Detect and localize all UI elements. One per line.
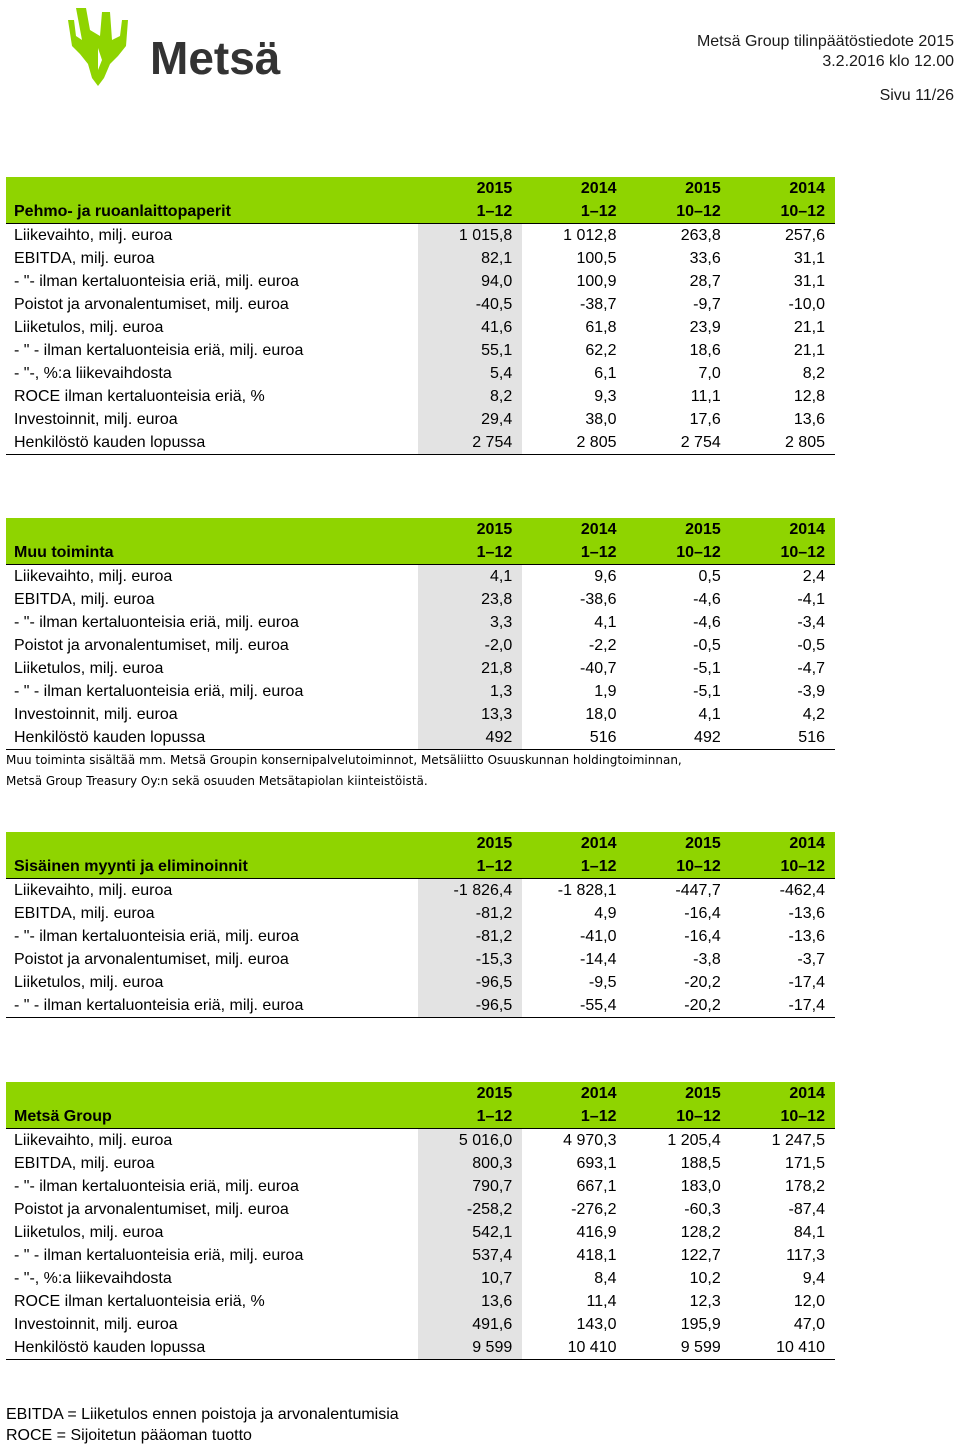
row-label: Investoinnit, milj. euroa: [14, 1316, 178, 1333]
cell-value: 23,8: [418, 588, 522, 611]
cell-value: -41,0: [580, 928, 617, 945]
cell-value: 18,0: [585, 706, 617, 723]
table-group: [6, 1082, 835, 1360]
header-row-years: [6, 177, 835, 200]
cell-value: 12,3: [689, 1293, 721, 1310]
cell-value: 2 754: [418, 431, 522, 455]
cell-value: -87,4: [788, 1201, 825, 1218]
year-header: 2014: [789, 835, 825, 852]
header-blank: [6, 518, 418, 541]
cell-value: 263,8: [680, 227, 721, 244]
row-label: - " - ilman kertaluonteisia eriä, milj. euroa: [6, 994, 418, 1018]
cell-value: -2,0: [418, 634, 522, 657]
row-label: - "- ilman kertaluonteisia eriä, milj. euroa: [14, 273, 299, 290]
table-row: [6, 948, 835, 971]
cell-value: 13,6: [418, 1290, 522, 1313]
period-header: 10–12: [731, 855, 835, 879]
row-label: Investoinnit, milj. euroa: [14, 706, 178, 723]
table-row: [6, 657, 835, 680]
table-row: [6, 726, 835, 750]
cell-value: 117,3: [786, 1247, 825, 1264]
cell-value: 21,1: [793, 319, 825, 336]
cell-value: 3,3: [418, 611, 522, 634]
table-pehmo: [6, 177, 835, 455]
cell-value: 29,4: [418, 408, 522, 431]
cell-value: -4,6: [693, 614, 721, 631]
row-label: Investoinnit, milj. euroa: [14, 411, 178, 428]
cell-value: 516: [731, 726, 835, 750]
logo-text: Metsä: [150, 32, 281, 84]
year-header: 2015: [476, 835, 513, 852]
cell-value: 10,7: [418, 1267, 522, 1290]
cell-value: -16,4: [684, 928, 721, 945]
cell-value: 1 205,4: [667, 1132, 721, 1149]
cell-value: -14,4: [580, 951, 617, 968]
year-header: 2015: [685, 835, 721, 852]
row-label: Poistot ja arvonalentumiset, milj. euroa: [14, 1201, 289, 1218]
row-label: Liiketulos, milj. euroa: [14, 660, 164, 677]
cell-value: 128,2: [680, 1224, 721, 1241]
table-row: [6, 1152, 835, 1175]
cell-value: -20,2: [684, 974, 721, 991]
page-number: Sivu 11/26: [879, 87, 954, 104]
cell-value: 693,1: [576, 1155, 617, 1172]
table-row: [6, 925, 835, 948]
cell-value: 4,1: [594, 614, 617, 631]
table-pehmo-section: [6, 177, 835, 455]
cell-value: 4,1: [418, 565, 522, 589]
table-row: [6, 224, 835, 248]
table-row: [6, 1244, 835, 1267]
cell-value: -13,6: [788, 905, 825, 922]
header-row-years: [6, 518, 835, 541]
cell-value: -462,4: [779, 882, 825, 899]
year-header: 2014: [789, 180, 825, 197]
period-header: 10–12: [627, 1105, 731, 1129]
cell-value: -1 826,4: [418, 879, 522, 903]
cell-value: 2,4: [802, 568, 825, 585]
table-title: Pehmo- ja ruoanlaittopaperit: [6, 200, 418, 224]
cell-value: -81,2: [418, 902, 522, 925]
cell-value: 537,4: [418, 1244, 522, 1267]
table-row: [6, 431, 835, 455]
cell-value: 12,0: [793, 1293, 825, 1310]
cell-value: 2 805: [731, 431, 835, 455]
year-header: 2015: [685, 521, 721, 538]
year-header: 2015: [476, 1085, 513, 1102]
cell-value: 542,1: [418, 1221, 522, 1244]
cell-value: 33,6: [689, 250, 721, 267]
cell-value: 800,3: [418, 1152, 522, 1175]
report-title: Metsä Group tilinpäätöstiedote 2015: [696, 33, 954, 50]
period-header: 10–12: [627, 200, 731, 224]
cell-value: 1,3: [418, 680, 522, 703]
year-header: 2014: [580, 521, 617, 538]
cell-value: 1 015,8: [418, 224, 522, 248]
metsa-logo: [64, 6, 294, 88]
cell-value: 38,0: [585, 411, 617, 428]
table-row: [6, 1198, 835, 1221]
row-label: Liikevaihto, milj. euroa: [14, 882, 173, 899]
header-row-periods: [6, 200, 835, 224]
cell-value: -40,7: [580, 660, 617, 677]
cell-value: 94,0: [418, 270, 522, 293]
year-header: 2014: [580, 180, 617, 197]
cell-value: 2 754: [627, 431, 731, 455]
footnotes: [6, 1404, 399, 1446]
cell-value: 171,5: [784, 1155, 825, 1172]
row-label: Poistot ja arvonalentumiset, milj. euroa: [14, 637, 289, 654]
cell-value: 667,1: [576, 1178, 617, 1195]
table-row: [6, 611, 835, 634]
cell-value: 8,2: [418, 385, 522, 408]
cell-value: 183,0: [680, 1178, 721, 1195]
row-label: Liikevaihto, milj. euroa: [14, 568, 173, 585]
header-blank: [6, 832, 418, 855]
period-header: 1–12: [418, 855, 522, 879]
cell-value: 9,6: [594, 568, 617, 585]
row-label: - "-, %:a liikevaihdosta: [14, 1270, 172, 1287]
table-title: Sisäinen myynti ja eliminoinnit: [6, 855, 418, 879]
period-header: 1–12: [522, 200, 626, 224]
cell-value: 5,4: [418, 362, 522, 385]
period-header: 10–12: [731, 1105, 835, 1129]
year-header: 2014: [580, 1085, 617, 1102]
table-row: [6, 703, 835, 726]
table-row: [6, 994, 835, 1018]
table-row: [6, 879, 835, 903]
cell-value: 790,7: [418, 1175, 522, 1198]
cell-value: 178,2: [784, 1178, 825, 1195]
row-label: EBITDA, milj. euroa: [14, 1155, 155, 1172]
row-label: - "- ilman kertaluonteisia eriä, milj. euroa: [14, 928, 299, 945]
row-label: - "- ilman kertaluonteisia eriä, milj. euroa: [14, 614, 299, 631]
cell-value: -60,3: [684, 1201, 721, 1218]
table-group-section: [6, 1082, 835, 1360]
cell-value: 4,2: [802, 706, 825, 723]
cell-value: 11,4: [586, 1293, 617, 1310]
cell-value: 8,2: [802, 365, 825, 382]
period-header: 10–12: [731, 200, 835, 224]
period-header: 1–12: [418, 200, 522, 224]
year-header: 2014: [580, 835, 617, 852]
year-header: 2015: [476, 521, 513, 538]
cell-value: 1,9: [594, 683, 617, 700]
cell-value: -9,5: [588, 974, 617, 991]
cell-value: -3,7: [797, 951, 825, 968]
year-header: 2014: [789, 1085, 825, 1102]
header-row-years: [6, 1082, 835, 1105]
row-label: Liikevaihto, milj. euroa: [14, 227, 173, 244]
table-title: Muu toiminta: [6, 541, 418, 565]
cell-value: -5,1: [693, 683, 721, 700]
row-label: Liiketulos, milj. euroa: [14, 1224, 164, 1241]
table-sisainen-section: [6, 832, 835, 1018]
cell-value: 62,2: [585, 342, 617, 359]
cell-value: -447,7: [675, 882, 721, 899]
cell-value: -3,4: [797, 614, 825, 631]
footnote-roce: ROCE = Sijoitetun pääoman tuotto: [6, 1427, 252, 1444]
cell-value: -4,1: [797, 591, 825, 608]
cell-value: -20,2: [627, 994, 731, 1018]
row-label: - " - ilman kertaluonteisia eriä, milj. euroa: [14, 683, 304, 700]
cell-value: 195,9: [680, 1316, 721, 1333]
cell-value: 10 410: [731, 1336, 835, 1360]
footnote-ebitda: EBITDA = Liiketulos ennen poistoja ja arvonalentumisia: [6, 1406, 399, 1423]
cell-value: 8,4: [594, 1270, 617, 1287]
period-header: 10–12: [731, 541, 835, 565]
header-row-periods: [6, 855, 835, 879]
cell-value: 1 012,8: [563, 227, 617, 244]
row-label: EBITDA, milj. euroa: [14, 250, 155, 267]
cell-value: 0,5: [698, 568, 721, 585]
period-header: 1–12: [418, 1105, 522, 1129]
cell-value: 13,3: [418, 703, 522, 726]
cell-value: -16,4: [684, 905, 721, 922]
period-header: 10–12: [627, 855, 731, 879]
cell-value: 10,2: [689, 1270, 721, 1287]
cell-value: -81,2: [418, 925, 522, 948]
table-row: [6, 339, 835, 362]
table-row: [6, 1336, 835, 1360]
year-header: 2015: [685, 1085, 721, 1102]
cell-value: 47,0: [793, 1316, 825, 1333]
cell-value: -258,2: [418, 1198, 522, 1221]
table-row: [6, 408, 835, 431]
cell-value: 17,6: [689, 411, 721, 428]
table-muu: [6, 518, 835, 750]
cell-value: 9 599: [627, 1336, 731, 1360]
muu-note: [6, 750, 682, 792]
cell-value: 82,1: [418, 247, 522, 270]
period-header: 1–12: [418, 541, 522, 565]
cell-value: -17,4: [731, 994, 835, 1018]
cell-value: 416,9: [576, 1224, 617, 1241]
cell-value: 9 599: [418, 1336, 522, 1360]
cell-value: 55,1: [418, 339, 522, 362]
table-row: [6, 1313, 835, 1336]
cell-value: -55,4: [522, 994, 626, 1018]
cell-value: 31,1: [793, 250, 825, 267]
cell-value: -10,0: [788, 296, 825, 313]
header-row-years: [6, 832, 835, 855]
row-label: ROCE ilman kertaluonteisia eriä, %: [14, 388, 265, 405]
table-row: [6, 362, 835, 385]
table-row: [6, 293, 835, 316]
table-row: [6, 1221, 835, 1244]
table-row: [6, 316, 835, 339]
cell-value: -96,5: [418, 971, 522, 994]
cell-value: 61,8: [585, 319, 617, 336]
antler-icon: [68, 8, 128, 86]
cell-value: 492: [627, 726, 731, 750]
cell-value: 9,3: [594, 388, 617, 405]
row-label: Liiketulos, milj. euroa: [14, 319, 164, 336]
cell-value: 21,8: [418, 657, 522, 680]
table-title: Metsä Group: [6, 1105, 418, 1129]
header-row-periods: [6, 1105, 835, 1129]
cell-value: 418,1: [576, 1247, 617, 1264]
cell-value: 5 016,0: [418, 1129, 522, 1153]
cell-value: -4,7: [797, 660, 825, 677]
row-label: - " - ilman kertaluonteisia eriä, milj. euroa: [14, 342, 304, 359]
table-row: [6, 385, 835, 408]
cell-value: 28,7: [689, 273, 721, 290]
cell-value: 143,0: [576, 1316, 617, 1333]
cell-value: 492: [418, 726, 522, 750]
cell-value: 21,1: [793, 342, 825, 359]
table-sisainen: [6, 832, 835, 1018]
cell-value: -5,1: [693, 660, 721, 677]
table-row: [6, 1267, 835, 1290]
table-row: [6, 1129, 835, 1153]
header-blank: [6, 1082, 418, 1105]
cell-value: -38,6: [580, 591, 617, 608]
period-header: 10–12: [627, 541, 731, 565]
row-label: Poistot ja arvonalentumiset, milj. euroa: [14, 951, 289, 968]
cell-value: 31,1: [793, 273, 825, 290]
row-label: Liiketulos, milj. euroa: [14, 974, 164, 991]
row-label: Henkilöstö kauden lopussa: [6, 1336, 418, 1360]
cell-value: -3,8: [693, 951, 721, 968]
cell-value: 11,1: [690, 388, 721, 405]
cell-value: 491,6: [418, 1313, 522, 1336]
cell-value: 100,9: [576, 273, 617, 290]
cell-value: 7,0: [698, 365, 721, 382]
cell-value: -4,6: [693, 591, 721, 608]
cell-value: 4,9: [594, 905, 617, 922]
year-header: 2015: [685, 180, 721, 197]
row-label: ROCE ilman kertaluonteisia eriä, %: [14, 1293, 265, 1310]
cell-value: -3,9: [797, 683, 825, 700]
cell-value: -2,2: [588, 637, 617, 654]
table-muu-section: [6, 518, 835, 750]
table-row: [6, 247, 835, 270]
cell-value: -276,2: [571, 1201, 617, 1218]
cell-value: 10 410: [522, 1336, 626, 1360]
table-row: [6, 680, 835, 703]
cell-value: -9,7: [693, 296, 721, 313]
period-header: 1–12: [522, 1105, 626, 1129]
table-row: [6, 270, 835, 293]
row-label: - "-, %:a liikevaihdosta: [14, 365, 172, 382]
cell-value: 257,6: [784, 227, 825, 244]
period-header: 1–12: [522, 541, 626, 565]
cell-value: 23,9: [689, 319, 721, 336]
cell-value: 2 805: [522, 431, 626, 455]
cell-value: -0,5: [797, 637, 825, 654]
row-label: Henkilöstö kauden lopussa: [6, 431, 418, 455]
cell-value: 9,4: [802, 1270, 825, 1287]
header-row-periods: [6, 541, 835, 565]
muu-note-line1: Muu toiminta sisältää mm. Metsä Groupin konsernipalvelutoiminnot, Metsäliitto Osuuskunnan holdingtoiminnan,: [6, 753, 682, 767]
cell-value: -1 828,1: [557, 882, 617, 899]
table-row: [6, 565, 835, 589]
cell-value: 18,6: [689, 342, 721, 359]
row-label: EBITDA, milj. euroa: [14, 591, 155, 608]
cell-value: 100,5: [576, 250, 617, 267]
cell-value: -96,5: [418, 994, 522, 1018]
row-label: Liikevaihto, milj. euroa: [14, 1132, 173, 1149]
year-header: 2015: [476, 180, 513, 197]
table-row: [6, 588, 835, 611]
period-header: 1–12: [522, 855, 626, 879]
cell-value: 12,8: [793, 388, 825, 405]
table-row: [6, 1290, 835, 1313]
row-label: - "- ilman kertaluonteisia eriä, milj. euroa: [14, 1178, 299, 1195]
row-label: Henkilöstö kauden lopussa: [6, 726, 418, 750]
cell-value: 516: [522, 726, 626, 750]
cell-value: -40,5: [418, 293, 522, 316]
table-row: [6, 902, 835, 925]
cell-value: 84,1: [793, 1224, 825, 1241]
cell-value: 122,7: [680, 1247, 721, 1264]
cell-value: -13,6: [788, 928, 825, 945]
cell-value: 6,1: [594, 365, 617, 382]
row-label: Poistot ja arvonalentumiset, milj. euroa: [14, 296, 289, 313]
table-row: [6, 1175, 835, 1198]
cell-value: -38,7: [580, 296, 617, 313]
cell-value: 4,1: [698, 706, 721, 723]
cell-value: 13,6: [793, 411, 825, 428]
header-blank: [6, 177, 418, 200]
cell-value: -0,5: [693, 637, 721, 654]
report-date: 3.2.2016 klo 12.00: [822, 53, 954, 70]
row-label: - " - ilman kertaluonteisia eriä, milj. euroa: [14, 1247, 304, 1264]
cell-value: 4 970,3: [563, 1132, 617, 1149]
cell-value: -17,4: [788, 974, 825, 991]
cell-value: -15,3: [418, 948, 522, 971]
table-row: [6, 971, 835, 994]
year-header: 2014: [789, 521, 825, 538]
cell-value: 188,5: [680, 1155, 721, 1172]
row-label: EBITDA, milj. euroa: [14, 905, 155, 922]
muu-note-line2: Metsä Group Treasury Oy:n sekä osuuden Metsätapiolan kiinteistöistä.: [6, 774, 428, 788]
cell-value: 1 247,5: [771, 1132, 825, 1149]
cell-value: 41,6: [418, 316, 522, 339]
table-row: [6, 634, 835, 657]
